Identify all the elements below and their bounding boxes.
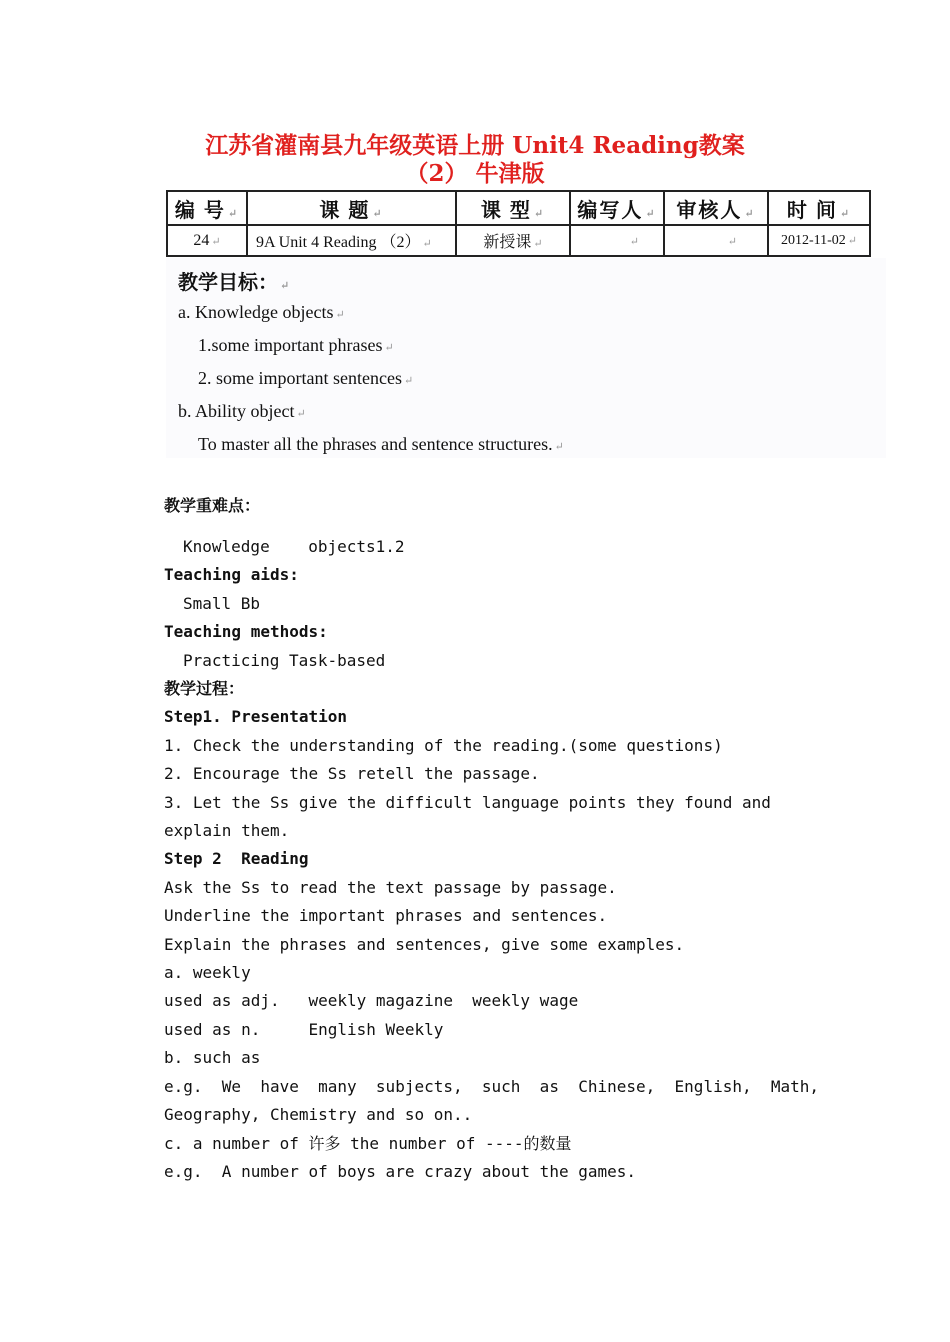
step2-line: c. a number of 许多 the number of ----的数量	[164, 1134, 572, 1153]
step2-line: Ask the Ss to read the text passage by passage.	[164, 878, 617, 897]
value-cell-reviewer: ↵	[664, 225, 768, 256]
key-points-text: Knowledge objects1.2	[183, 537, 405, 556]
step2-line: Underline the important phrases and sentences.	[164, 906, 608, 925]
step1-line: explain them.	[164, 821, 290, 840]
document-title-subline: （2） 牛津版	[405, 160, 545, 187]
table-header-row	[167, 191, 870, 225]
process-heading: 教学过程：	[164, 679, 245, 698]
step2-line: b. such as	[164, 1048, 261, 1067]
step2-title: Step 2 Reading	[164, 849, 309, 868]
step2-line: e.g. We have many subjects, such as Chinese, English, Math,	[164, 1077, 820, 1096]
step1-line: 1. Check the understanding of the reading.(some questions)	[164, 736, 723, 755]
step2-line: Explain the phrases and sentences, give some examples.	[164, 935, 685, 954]
document-title: 江苏省灌南县九年级英语上册 Unit4 Reading教案	[205, 132, 745, 159]
header-cell-date: 时 间 ↵	[768, 191, 870, 225]
step1-title: Step1. Presentation	[164, 707, 348, 726]
teaching-aids-text: Small Bb	[183, 594, 261, 613]
value-cell-date: 2012-11-02 ↵	[768, 225, 870, 256]
value-cell-type: 新授课 ↵	[456, 225, 570, 256]
step2-line: Geography, Chemistry and so on..	[164, 1105, 473, 1124]
step2-line: used as adj. weekly magazine weekly wage	[164, 991, 579, 1010]
key-points-heading: 教学重难点：	[164, 496, 261, 515]
lesson-info-table	[166, 190, 871, 257]
header-cell-topic: 课 题 ↵	[247, 191, 456, 225]
step2-line: a. weekly	[164, 963, 251, 982]
header-cell-type: 课 型 ↵	[456, 191, 570, 225]
teaching-methods-heading: Teaching methods:	[164, 622, 328, 641]
header-cell-author: 编写人 ↵	[570, 191, 664, 225]
ability-object-item: To master all the phrases and sentence structures. ↵	[198, 434, 564, 454]
objective-item: 2. some important sentences ↵	[198, 368, 414, 388]
header-cell-number: 编 号 ↵	[167, 191, 247, 225]
step2-line: e.g. A number of boys are crazy about the games.	[164, 1162, 637, 1181]
step1-line: 2. Encourage the Ss retell the passage.	[164, 764, 540, 783]
value-cell-author: ↵	[570, 225, 664, 256]
teaching-aids-heading: Teaching aids:	[164, 565, 299, 584]
value-cell-number: 24 ↵	[167, 225, 247, 256]
header-cell-reviewer: 审核人 ↵	[664, 191, 768, 225]
teaching-methods-text: Practicing Task-based	[183, 651, 386, 670]
step2-line: used as n. English Weekly	[164, 1020, 444, 1039]
step1-line: 3. Let the Ss give the difficult language points they found and	[164, 793, 771, 812]
value-cell-topic: 9A Unit 4 Reading （2） ↵	[247, 225, 456, 256]
objectives-heading: 教学目标： ↵	[178, 272, 290, 294]
table-row	[167, 225, 870, 256]
objectives-box	[166, 258, 886, 458]
objective-item: 1.some important phrases ↵	[198, 335, 394, 355]
ability-object-label: b. Ability object ↵	[178, 401, 306, 421]
knowledge-objects-label: a. Knowledge objects ↵	[178, 302, 345, 322]
